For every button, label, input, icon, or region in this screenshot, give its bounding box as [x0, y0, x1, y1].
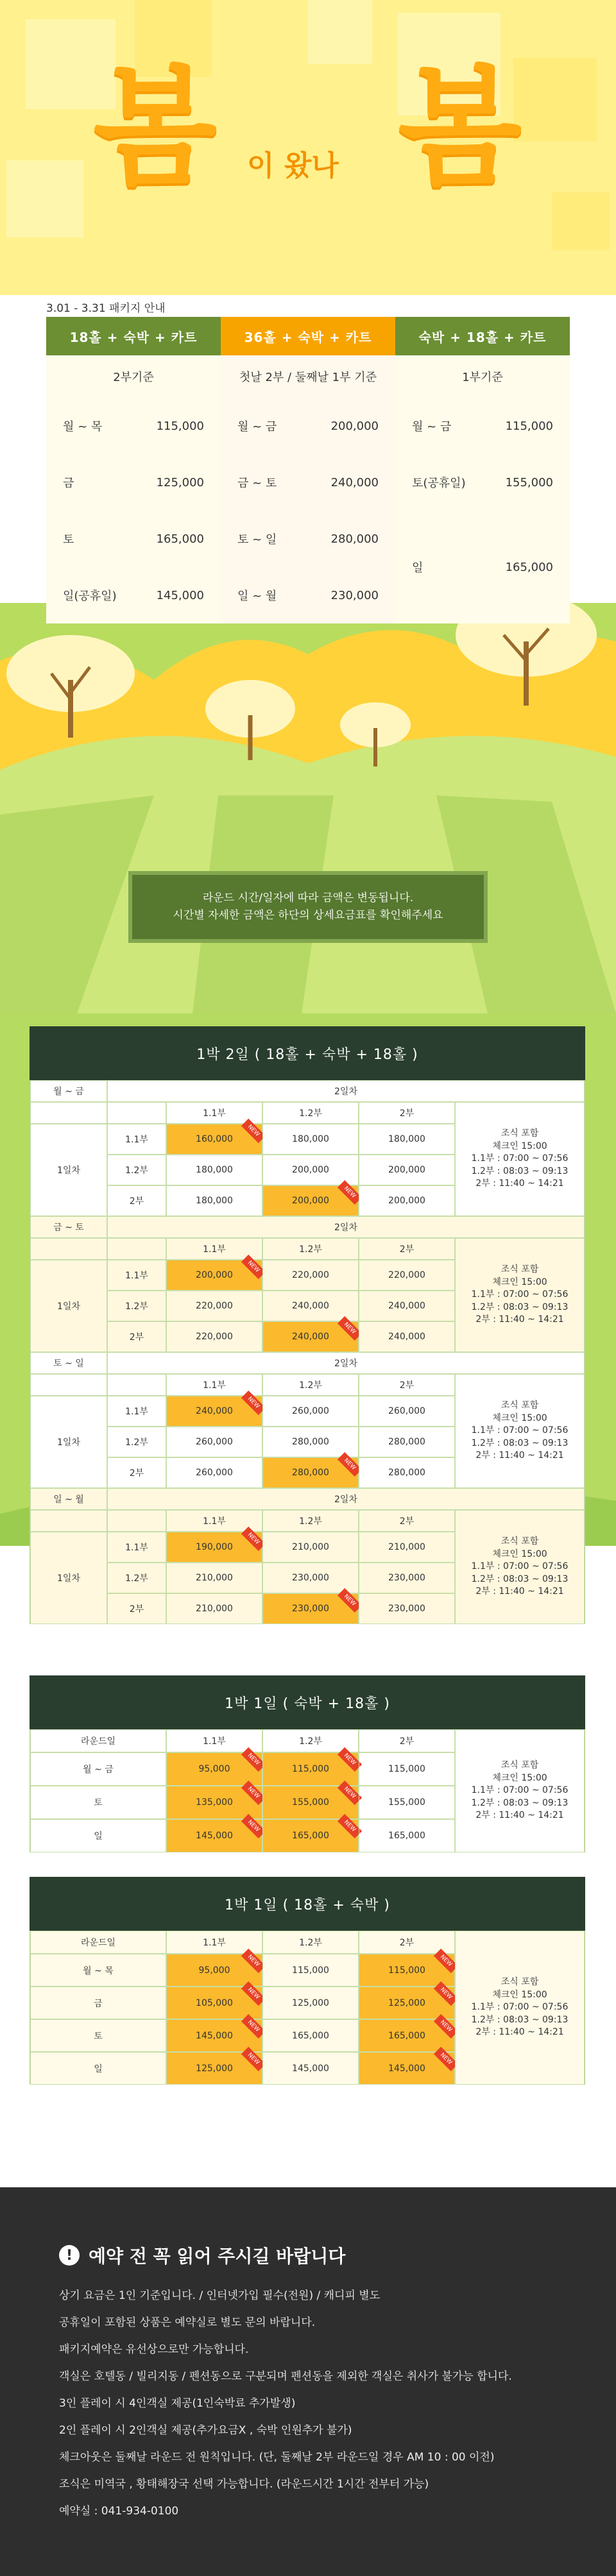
col-header: 1.1부 [166, 1729, 262, 1752]
period-label: 월 ~ 금 [30, 1080, 107, 1102]
package-row: 월 ~ 금 200,000 [237, 419, 379, 434]
blank-cell [30, 1238, 107, 1260]
info-line: 1.2부 : 08:03 ~ 09:13 [471, 1573, 569, 1584]
footer-line: 체크아웃은 둘째날 라운드 전 원칙입니다. (단, 둘째날 2부 라운드일 경우 AM 10 : 00 이전) [59, 2451, 495, 2464]
table-grid [30, 1080, 585, 1624]
notice-line-2: 시간별 자세한 금액은 하단의 상세요금표를 확인해주세요 [173, 909, 443, 922]
price-cell: 260,000 [166, 1457, 262, 1488]
package-row: 월 ~ 금 115,000 [412, 419, 553, 434]
price-cell: 210,000 [166, 1593, 262, 1624]
package-col-3 [395, 317, 570, 623]
price-cell: 280,000 [262, 1427, 359, 1457]
info-line: 1.1부 : 07:00 ~ 07:56 [471, 1289, 569, 1300]
info-line: 1.2부 : 08:03 ~ 09:13 [471, 1437, 569, 1448]
row-header: 월 ~ 금 [30, 1752, 166, 1786]
corner-cell: 라운드일 [30, 1931, 166, 1954]
col-header: 2부 [359, 1102, 455, 1124]
price-cell: 230,000 [359, 1593, 455, 1624]
price-cell: 210,000 [359, 1532, 455, 1563]
info-line: 1.1부 : 07:00 ~ 07:56 [471, 2002, 569, 2013]
footer-title-text: 예약 전 꼭 읽어 주시길 바랍니다 [89, 2246, 346, 2267]
package-header: 숙박 + 18홀 + 카트 [395, 317, 570, 355]
new-ribbon: NEW [241, 1949, 266, 1973]
row-header: 2부 [107, 1457, 166, 1488]
row-header: 1.1부 [107, 1396, 166, 1427]
row-header: 일 [30, 1819, 166, 1852]
new-ribbon: NEW [434, 1981, 458, 2006]
price-cell: 240,000 [359, 1321, 455, 1352]
price-cell: 115,000 [359, 1752, 455, 1786]
new-ribbon: NEW [241, 1527, 266, 1551]
price-cell: 260,000 [166, 1427, 262, 1457]
price-cell: 135,000 NEW [166, 1786, 262, 1819]
footer-line: 예약실 : 041-934-0100 [59, 2505, 179, 2518]
info-line: 체크인 15:00 [492, 1140, 547, 1151]
package-row: 일 ~ 월 230,000 [237, 588, 379, 603]
row-header: 일 [30, 2052, 166, 2085]
footer-line: 조식은 미역국 , 황태해장국 선택 가능합니다. (라운드시간 1시간 전부터 가능) [59, 2478, 429, 2491]
info-line: 1.1부 : 07:00 ~ 07:56 [471, 1425, 569, 1436]
day2-label: 2일차 [107, 1488, 585, 1510]
row-header: 1.2부 [107, 1563, 166, 1593]
price-cell: 145,000 NEW [166, 1819, 262, 1852]
info-line: 1.1부 : 07:00 ~ 07:56 [471, 1561, 569, 1572]
col-header: 1.2부 [262, 1931, 359, 1954]
notice-line-1: 라운드 시간/일자에 따라 금액은 변동됩니다. [202, 891, 414, 904]
price-cell: 95,000 NEW [166, 1752, 262, 1786]
table-title: 1박 1일 ( 숙박 + 18홀 ) [30, 1675, 585, 1729]
new-ribbon: NEW [241, 1981, 266, 2006]
new-ribbon: NEW [241, 1747, 266, 1772]
row-header: 1.1부 [107, 1124, 166, 1155]
blank-cell [107, 1510, 166, 1532]
row-header: 2부 [107, 1185, 166, 1216]
price-cell: 180,000 [166, 1155, 262, 1185]
table-1n1d-round-first [30, 1877, 585, 2085]
price-cell: 160,000 NEW [166, 1124, 262, 1155]
price-cell: 180,000 [359, 1124, 455, 1155]
price-cell: 125,000 [262, 1987, 359, 2019]
footer-line: 상기 요금은 1인 기준입니다. / 인터넷가입 필수(전원) / 캐디피 별도 [59, 2289, 381, 2302]
info-line: 2부 : 11:40 ~ 14:21 [475, 1450, 564, 1461]
new-ribbon: NEW [338, 1180, 362, 1205]
price-cell: 240,000 [262, 1291, 359, 1321]
col-header: 1.2부 [262, 1238, 359, 1260]
package-row: 금 ~ 토 240,000 [237, 475, 379, 490]
new-ribbon: NEW [338, 1316, 362, 1341]
price-cell: 200,000 NEW [166, 1260, 262, 1291]
info-line: 1.1부 : 07:00 ~ 07:56 [471, 1153, 569, 1164]
price-cell: 155,000 NEW [262, 1786, 359, 1819]
footer-line: 3인 플레이 시 4인객실 제공(1인숙박료 추가발생) [59, 2397, 296, 2410]
col-header: 2부 [359, 1374, 455, 1396]
blank-cell [107, 1238, 166, 1260]
price-cell: 180,000 [166, 1185, 262, 1216]
row-header: 1.2부 [107, 1427, 166, 1457]
blank-cell [30, 1374, 107, 1396]
price-cell: 230,000 [359, 1563, 455, 1593]
price-cell: 115,000 NEW [262, 1752, 359, 1786]
blank-cell [107, 1374, 166, 1396]
package-row: 토 165,000 [63, 532, 204, 547]
footer-line: 공휴일이 포함된 상품은 예약실로 별도 문의 바랍니다. [59, 2316, 316, 2329]
price-cell: 105,000 NEW [166, 1987, 262, 2019]
price-cell: 165,000 NEW [262, 1819, 359, 1852]
footer-notice [0, 2187, 616, 2576]
price-notice [128, 871, 488, 943]
info-line: 2부 : 11:40 ~ 14:21 [475, 2027, 564, 2038]
info-line: 2부 : 11:40 ~ 14:21 [475, 1178, 564, 1189]
period-label: 금 ~ 토 [30, 1216, 107, 1238]
info-line: 1.2부 : 08:03 ~ 09:13 [471, 1797, 569, 1808]
hero-big-left: 봄 [93, 53, 218, 203]
info-line: 체크인 15:00 [492, 1276, 547, 1287]
col-header: 2부 [359, 1931, 455, 1954]
new-ribbon: NEW [241, 1119, 266, 1143]
info-cell [455, 1102, 585, 1216]
price-cell: 95,000 NEW [166, 1954, 262, 1987]
col-header: 2부 [359, 1510, 455, 1532]
col-header: 1.1부 [166, 1931, 262, 1954]
new-ribbon: NEW [241, 2047, 266, 2071]
col-header: 1.2부 [262, 1102, 359, 1124]
price-cell: 230,000 [262, 1563, 359, 1593]
price-cell: 200,000 [359, 1155, 455, 1185]
package-row: 토(공휴일) 155,000 [412, 475, 553, 490]
row-header: 금 [30, 1987, 166, 2019]
day1-label: 1일차 [30, 1396, 107, 1488]
col-header: 2부 [359, 1238, 455, 1260]
package-row: 일(공휴일) 145,000 [63, 588, 204, 603]
hero-banner [0, 0, 616, 295]
hero-big-right: 봄 [398, 53, 522, 203]
package-summary [46, 317, 570, 623]
info-line: 1.2부 : 08:03 ~ 09:13 [471, 1165, 569, 1176]
price-cell: 220,000 [166, 1291, 262, 1321]
row-header: 1.2부 [107, 1291, 166, 1321]
new-ribbon: NEW [338, 1588, 362, 1613]
info-line: 2부 : 11:40 ~ 14:21 [475, 1314, 564, 1325]
info-cell [455, 1510, 585, 1624]
table-1n1d-stay-first [30, 1675, 585, 1852]
info-line: 조식 포함 [501, 1760, 539, 1771]
col-header: 1.1부 [166, 1102, 262, 1124]
price-cell: 200,000 NEW [262, 1185, 359, 1216]
row-header: 월 ~ 목 [30, 1954, 166, 1987]
price-cell: 280,000 [359, 1427, 455, 1457]
price-cell: 260,000 [359, 1396, 455, 1427]
new-ribbon: NEW [434, 2047, 458, 2071]
new-ribbon: NEW [241, 1781, 266, 1805]
price-cell: 165,000 [359, 1819, 455, 1852]
price-cell: 220,000 [166, 1321, 262, 1352]
price-cell: 220,000 [359, 1260, 455, 1291]
row-header: 1.1부 [107, 1260, 166, 1291]
info-cell [455, 1238, 585, 1352]
price-cell: 115,000 NEW [359, 1954, 455, 1987]
info-line: 조식 포함 [501, 1264, 539, 1275]
package-label: 3.01 - 3.31 패키지 안내 [46, 302, 166, 315]
new-ribbon: NEW [241, 1391, 266, 1415]
price-cell: 145,000 [262, 2052, 359, 2085]
package-base: 2부기준 [113, 371, 154, 384]
col-header: 1.1부 [166, 1238, 262, 1260]
price-cell: 240,000 NEW [166, 1396, 262, 1427]
price-cell: 200,000 [262, 1155, 359, 1185]
package-base: 첫날 2부 / 둘째날 1부 기준 [239, 371, 377, 384]
info-cell [455, 1931, 585, 2085]
price-cell: 180,000 [262, 1124, 359, 1155]
info-line: 조식 포함 [501, 1400, 539, 1411]
package-header: 36홀 + 숙박 + 카트 [221, 317, 395, 355]
footer-title [59, 2242, 345, 2268]
price-cell: 260,000 [262, 1396, 359, 1427]
package-row: 토 ~ 일 280,000 [237, 532, 379, 547]
info-line: 조식 포함 [501, 1977, 539, 1988]
col-header: 1.1부 [166, 1510, 262, 1532]
info-line: 2부 : 11:40 ~ 14:21 [475, 1810, 564, 1821]
period-label: 토 ~ 일 [30, 1352, 107, 1374]
table-title: 1박 2일 ( 18홀 + 숙박 + 18홀 ) [30, 1026, 585, 1080]
table-grid [30, 1931, 585, 2085]
new-ribbon: NEW [338, 1781, 362, 1805]
hero-small-mid: 이 왔나 [247, 149, 339, 182]
package-base: 1부기준 [462, 371, 503, 384]
new-ribbon: NEW [338, 1814, 362, 1838]
info-line: 1.1부 : 07:00 ~ 07:56 [471, 1785, 569, 1796]
info-line: 2부 : 11:40 ~ 14:21 [475, 1586, 564, 1597]
period-label: 일 ~ 월 [30, 1488, 107, 1510]
row-header: 1.1부 [107, 1532, 166, 1563]
day2-label: 2일차 [107, 1352, 585, 1374]
price-cell: 280,000 [359, 1457, 455, 1488]
exclamation-icon: ! [59, 2245, 80, 2266]
new-ribbon: NEW [434, 1949, 458, 1973]
blank-cell [30, 1510, 107, 1532]
price-cell: 165,000 NEW [359, 2019, 455, 2052]
col-header: 1.2부 [262, 1729, 359, 1752]
price-cell: 145,000 NEW [166, 2019, 262, 2052]
price-cell: 210,000 [166, 1563, 262, 1593]
day1-label: 1일차 [30, 1124, 107, 1216]
info-line: 1.2부 : 08:03 ~ 09:13 [471, 1301, 569, 1312]
info-line: 체크인 15:00 [492, 1772, 547, 1783]
col-header: 1.2부 [262, 1374, 359, 1396]
new-ribbon: NEW [241, 1814, 266, 1838]
info-cell [455, 1374, 585, 1488]
day2-label: 2일차 [107, 1216, 585, 1238]
package-row: 월 ~ 목 115,000 [63, 419, 204, 434]
col-header: 1.1부 [166, 1374, 262, 1396]
package-header: 18홀 + 숙박 + 카트 [46, 317, 221, 355]
table-1n2d [30, 1026, 585, 1624]
col-header: 1.2부 [262, 1510, 359, 1532]
price-cell: 145,000 NEW [359, 2052, 455, 2085]
info-line: 체크인 15:00 [492, 1412, 547, 1423]
price-cell: 125,000 NEW [166, 2052, 262, 2085]
row-header: 2부 [107, 1593, 166, 1624]
table-grid [30, 1729, 585, 1852]
corner-cell: 라운드일 [30, 1729, 166, 1752]
price-cell: 280,000 NEW [262, 1457, 359, 1488]
day1-label: 1일차 [30, 1532, 107, 1624]
footer-line: 객실은 호텔동 / 빌리지동 / 펜션동으로 구분되며 펜션동을 제외한 객실은 취사가 불가능 합니다. [59, 2370, 512, 2383]
price-cell: 210,000 [262, 1532, 359, 1563]
row-header: 2부 [107, 1321, 166, 1352]
price-cell: 165,000 [262, 2019, 359, 2052]
info-line: 조식 포함 [501, 1128, 539, 1139]
price-cell: 240,000 [359, 1291, 455, 1321]
price-cell: 230,000 NEW [262, 1593, 359, 1624]
package-row: 일 165,000 [412, 560, 553, 575]
price-cell: 240,000 NEW [262, 1321, 359, 1352]
package-col-1 [46, 317, 221, 623]
package-row: 금 125,000 [63, 475, 204, 490]
blank-cell [107, 1102, 166, 1124]
hero-title [0, 38, 616, 231]
info-line: 체크인 15:00 [492, 1548, 547, 1559]
price-cell: 115,000 [262, 1954, 359, 1987]
info-line: 조식 포함 [501, 1536, 539, 1547]
new-ribbon: NEW [338, 1452, 362, 1477]
price-cell: 125,000 NEW [359, 1987, 455, 2019]
new-ribbon: NEW [338, 1747, 362, 1772]
new-ribbon: NEW [241, 1255, 266, 1279]
price-cell: 220,000 [262, 1260, 359, 1291]
price-cell: 190,000 NEW [166, 1532, 262, 1563]
price-cell: 155,000 [359, 1786, 455, 1819]
footer-line: 패키지예약은 유선상으로만 가능합니다. [59, 2343, 249, 2356]
info-line: 체크인 15:00 [492, 1989, 547, 2000]
new-ribbon: NEW [434, 2014, 458, 2038]
info-line: 1.2부 : 08:03 ~ 09:13 [471, 2014, 569, 2025]
footer-line: 2인 플레이 시 2인객실 제공(추가요금X , 숙박 인원추가 불가) [59, 2424, 352, 2437]
day1-label: 1일차 [30, 1260, 107, 1352]
day2-label: 2일차 [107, 1080, 585, 1102]
row-header: 1.2부 [107, 1155, 166, 1185]
package-col-2 [221, 317, 395, 623]
price-cell: 200,000 [359, 1185, 455, 1216]
blank-cell [30, 1102, 107, 1124]
row-header: 토 [30, 1786, 166, 1819]
table-title: 1박 1일 ( 18홀 + 숙박 ) [30, 1877, 585, 1931]
row-header: 토 [30, 2019, 166, 2052]
col-header: 2부 [359, 1729, 455, 1752]
info-cell [455, 1729, 585, 1852]
new-ribbon: NEW [241, 2014, 266, 2038]
footer-list [59, 2282, 512, 2525]
